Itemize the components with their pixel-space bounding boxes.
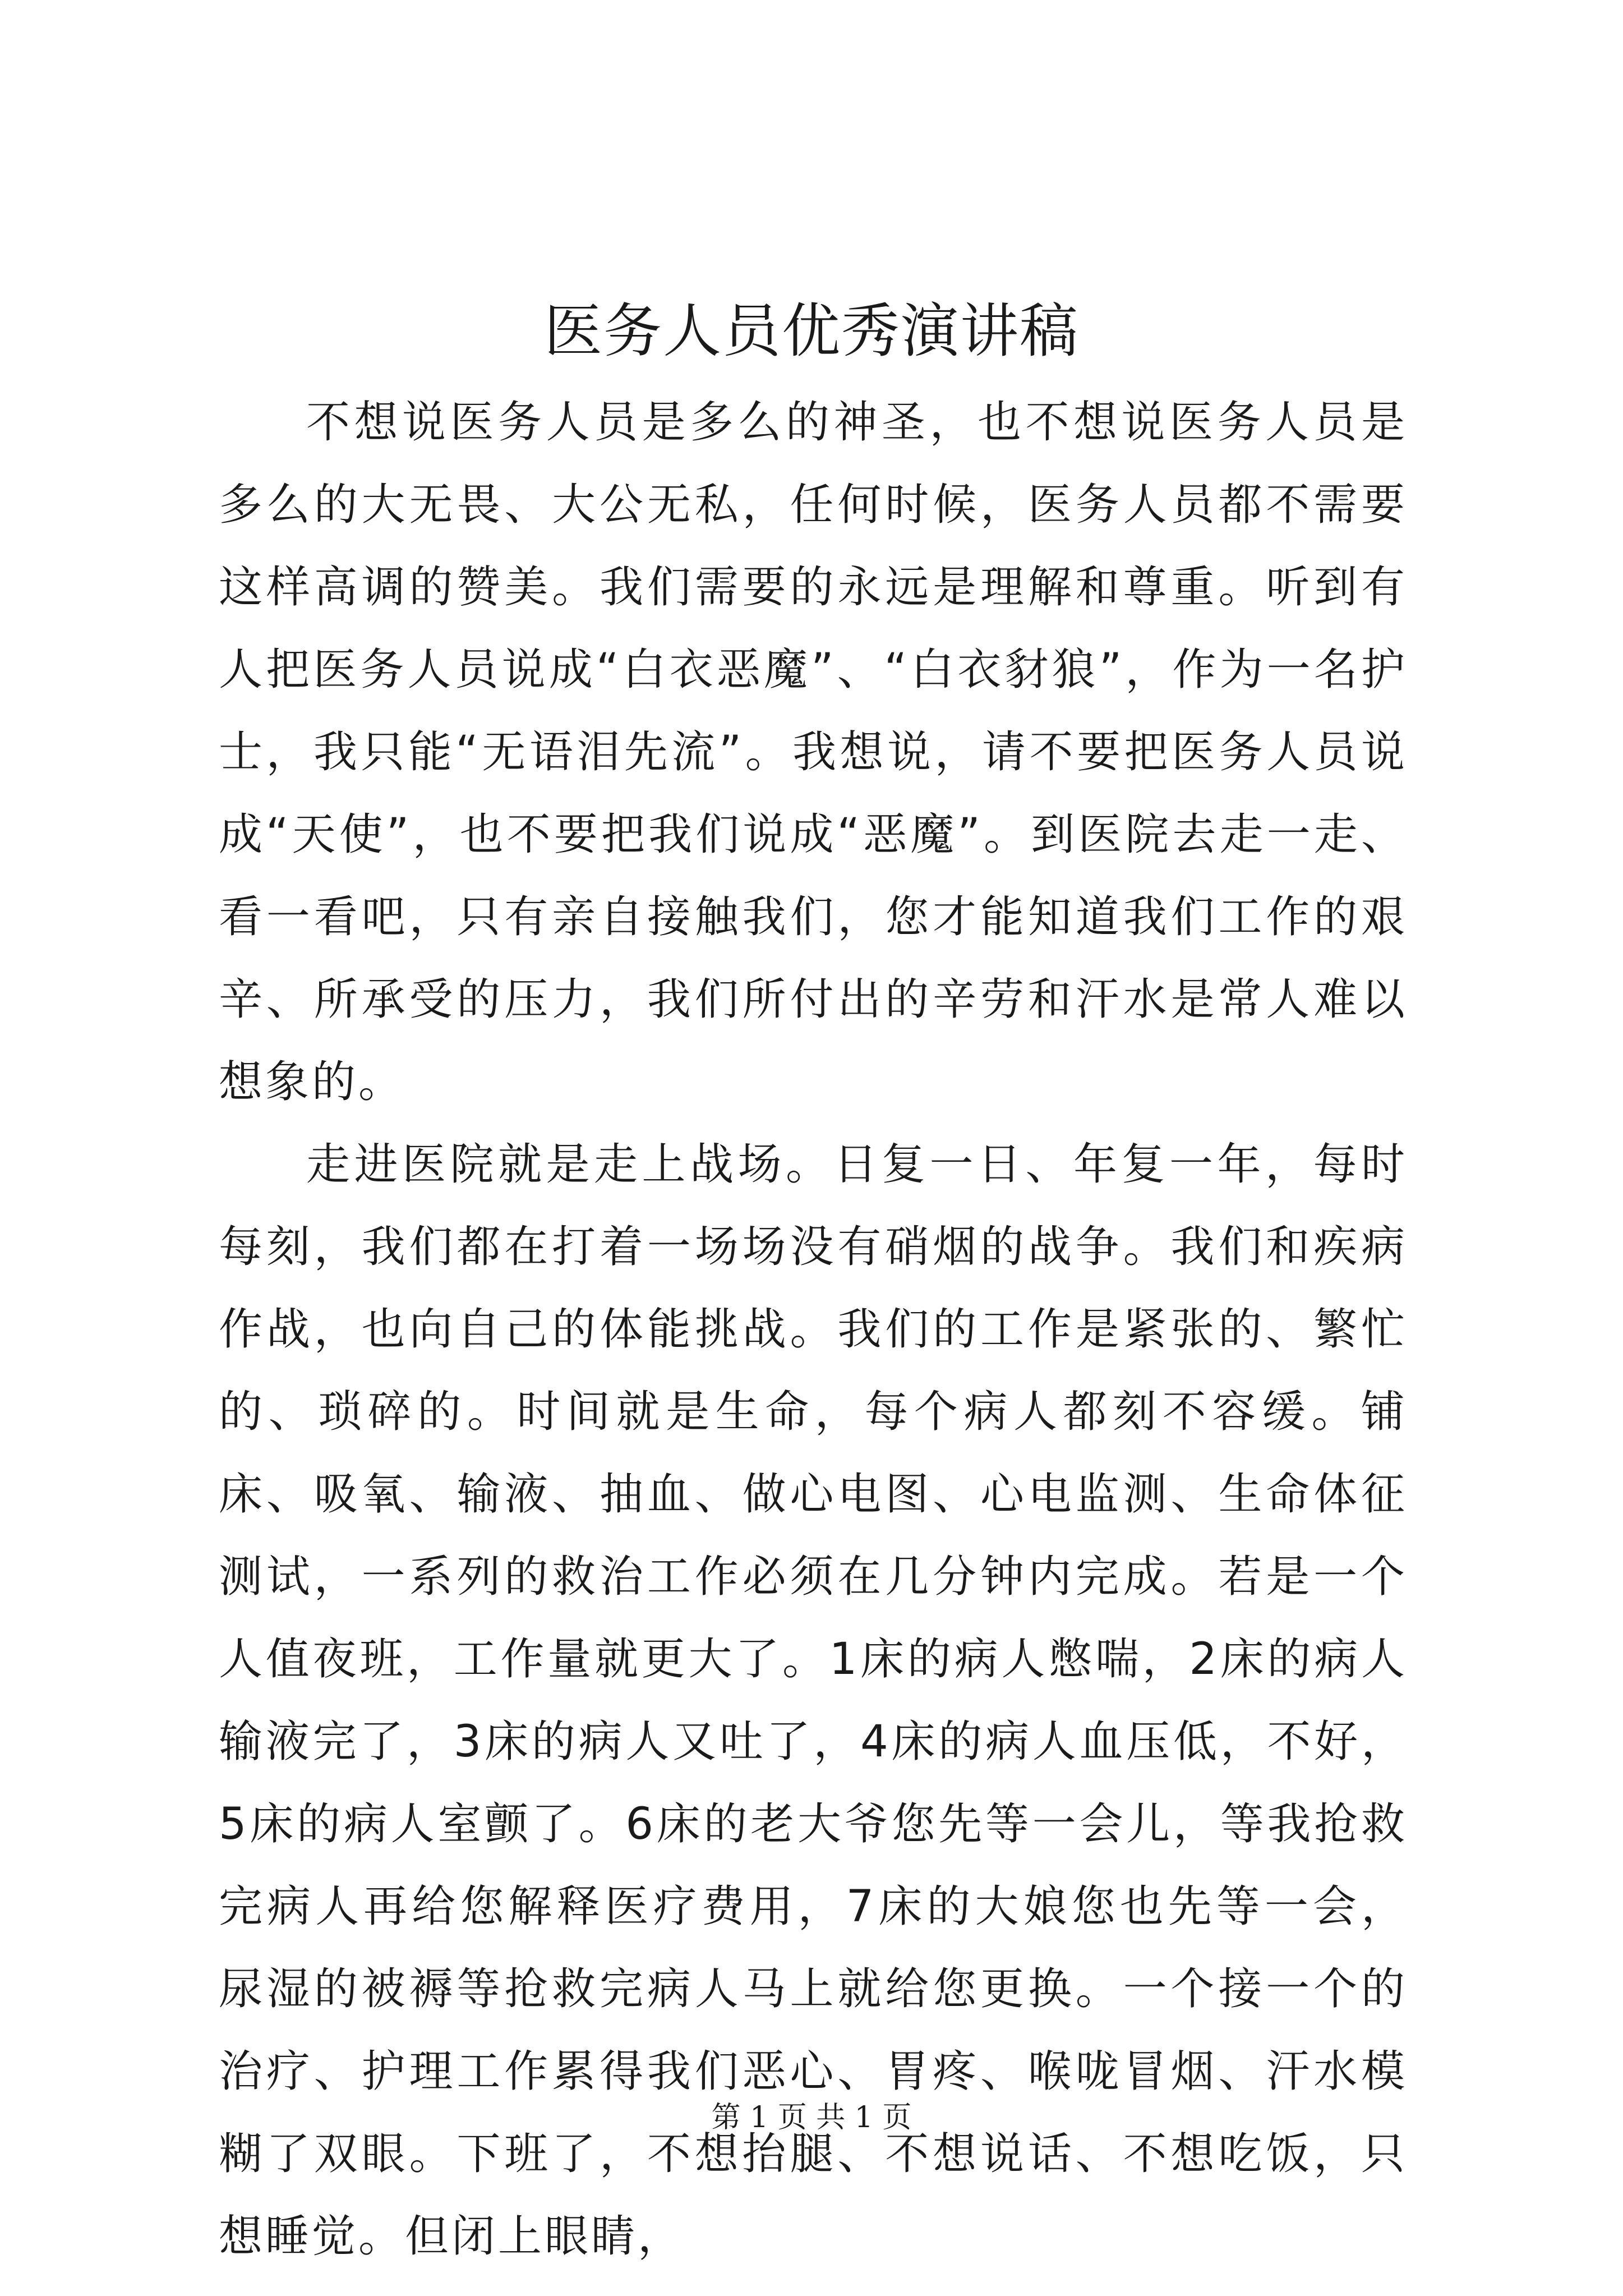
document-body [219, 381, 1408, 2278]
document-title: 医务人员优秀演讲稿 [543, 297, 1079, 365]
page-footer: 第 1 页 共 1 页 [711, 2101, 912, 2134]
paragraph-1: 不想说医务人员是多么的神圣，也不想说医务人员是多么的大无畏、大公无私，任何时候，医务人员都不需要这样高调的赞美。我们需要的永远是理解和尊重。听到有人把医务人员说成“白衣恶魔”、“白衣豺狼”，作为一名护士，我只能“无语泪先流”。我想说，请不要把医务人员说成“天使”，也不要把我们说成“恶魔”。到医院去走一走、看一看吧，只有亲自接触我们，您才能知道我们工作的艰辛、所承受的压力，我们所付出的辛劳和汗水是常人难以想象的。 [219, 397, 1408, 1107]
paragraph-2: 走进医院就是走上战场。日复一日、年复一年，每时每刻，我们都在打着一场场没有硝烟的战争。我们和疾病作战，也向自己的体能挑战。我们的工作是紧张的、繁忙的、琐碎的。时间就是生命，每个病人都刻不容缓。铺床、吸氧、输液、抽血、做心电图、心电监测、生命体征测试，一系列的救治工作必须在几分钟内完成。若是一个人值夜班，工作量就更大了。1床的病人憋喘，2床的病人输液完了，3床的病人又吐了，4床的病人血压低，不好，5床的病人室颤了。6床的老大爷您先等一会儿，等我抢救完病人再给您解释医疗费用，7床的大娘您也先等一会，尿湿的被褥等抢救完病人马上就给您更换。一个接一个的治疗、护理工作累得我们恶心、胃疼、喉咙冒烟、汗水模糊了双眼。下班了，不想抬腿、不想说话、不想吃饭，只想睡觉。但闭上眼睛， [219, 1139, 1408, 2262]
